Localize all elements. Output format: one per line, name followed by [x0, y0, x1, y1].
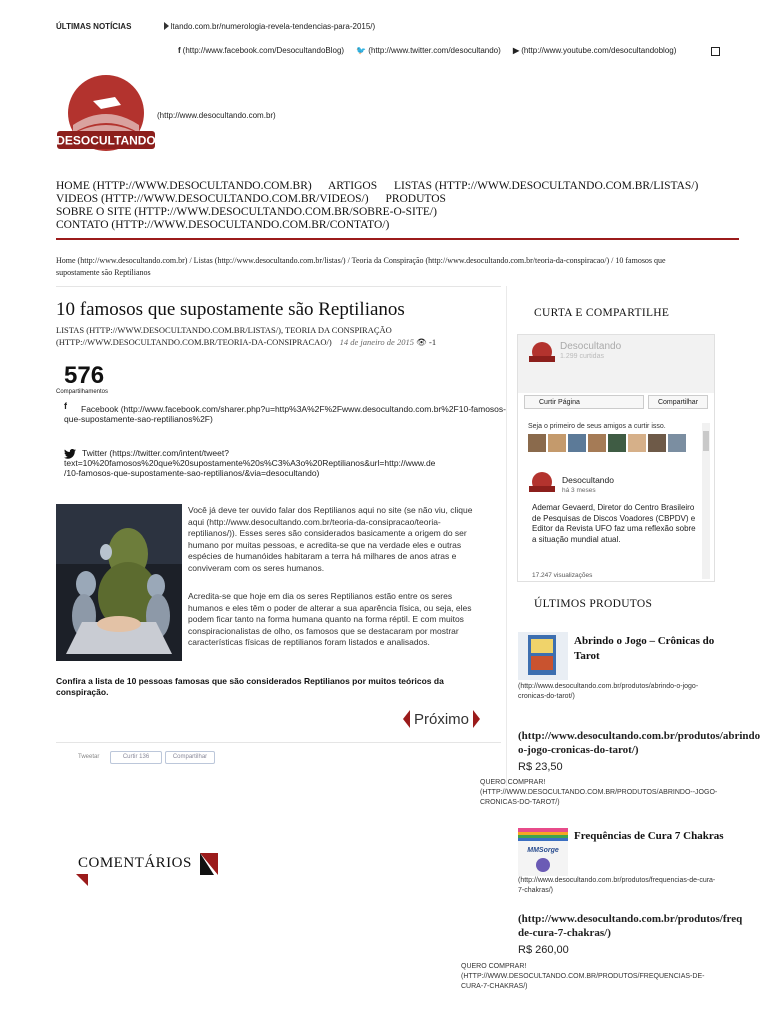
product-url-bold[interactable]: (http://www.desocultando.com.br/produtos/freq de-cura-7-chakras/) — [518, 913, 743, 939]
fb-share-page-button[interactable]: Compartilhar — [648, 395, 708, 409]
product-title[interactable]: Frequências de Cura 7 Chakras — [574, 830, 724, 842]
content-divider — [56, 742, 501, 743]
nav-row — [56, 180, 712, 193]
ghost-line-divider — [56, 167, 456, 171]
nav-row — [56, 219, 712, 232]
views-icon: 👁 — [416, 337, 427, 347]
tweet-button[interactable]: Tweetar — [78, 754, 100, 760]
search-toggle-icon[interactable] — [711, 47, 720, 56]
fb-post-views: 17.247 visualizações — [532, 572, 593, 579]
comments-corner-icon — [76, 873, 88, 885]
nav-item-produtos[interactable]: PRODUTOS — [385, 193, 446, 205]
article-categories[interactable]: LISTAS (HTTP://WWW.DESOCULTANDO.COM.BR/LISTAS/), TEORIA DA CONSPIRAÇÃO (HTTP://WWW.DESOCULTANDO.COM.BR/TEORIA-DA-CONSIPRACAO/) — [56, 325, 392, 347]
sidebar-title-curta: CURTA E COMPARTILHE — [534, 307, 670, 319]
main-nav — [56, 180, 712, 232]
facebook-link[interactable]: f (http://www.facebook.com/DesocultandoBlog) — [178, 46, 345, 55]
twitter-link[interactable]: 🐦 (http://www.twitter.com/desocultando) — [356, 46, 501, 55]
fb-like-button[interactable]: Curtir 136 — [110, 751, 162, 764]
views-count: -1 — [429, 337, 437, 347]
facebook-page-widget — [517, 334, 715, 582]
ticker-arrow-icon[interactable] — [164, 22, 169, 30]
fb-page-name[interactable]: Desocultando — [560, 341, 622, 352]
article-date: 14 de janeiro de 2015 — [339, 337, 414, 347]
chevron-left-icon — [403, 710, 410, 728]
latest-news-ticker[interactable]: ltando.com.br/numerologia-revela-tendencias-para-2015/) — [170, 22, 376, 31]
fb-friends-text: Seja o primeiro de seus amigos a curtir isso. — [528, 423, 666, 430]
product-url[interactable]: (http://www.desocultando.com.br/produtos/frequencias-de-cura-7-chakras/) — [518, 877, 716, 894]
product-url[interactable]: (http://www.desocultando.com.br/produtos/abrindo-o-jogo-cronicas-do-tarot/) — [518, 683, 699, 700]
comments-title: COMENTÁRIOS — [78, 855, 192, 871]
twitter-icon: 🐦 — [356, 46, 367, 55]
buy-link[interactable]: QUERO COMPRAR! (HTTP://WWW.DESOCULTANDO.COM.BR/PRODUTOS/ABRINDO--JOGO-CRONICAS-DO-TAROT/) — [480, 779, 718, 806]
chevron-right-icon — [473, 710, 480, 728]
latest-news-title: ÚLTIMAS NOTÍCIAS — [56, 22, 132, 31]
fb-friend-faces[interactable] — [528, 434, 698, 454]
logo-link[interactable]: (http://www.desocultando.com.br) — [157, 111, 276, 120]
fb-post-text: Ademar Gevaerd, Diretor do Centro Brasileiro de Pesquisas de Discos Voadores (CBPDV) e Editor da Revista UFO faz uma reflexão sobre a situação mundial atual. — [532, 503, 696, 544]
fb-widget-scrollbar[interactable] — [702, 423, 710, 579]
buy-link[interactable]: QUERO COMPRAR! (HTTP://WWW.DESOCULTANDO.COM.BR/PRODUTOS/FREQUENCIAS-DE-CURA-7-CHAKRAS/) — [461, 963, 705, 990]
latest-news-bar — [56, 22, 375, 31]
comments-deco-icon — [200, 853, 218, 875]
product-price: R$ 23,50 — [518, 761, 563, 773]
product-image[interactable] — [518, 828, 568, 876]
facebook-share-icon: f — [64, 401, 67, 411]
share-count: 576 — [64, 362, 105, 389]
article-paragraph: Acredita-se que hoje em dia os seres Reptilianos estão entre os seres humanos e eles têm o poder de alterar a sua aparência física, ou seja, eles podem ficar tanto na forma humana quanto na forma réptil. E com muitos conspiracionalistas de olho, os famosos que se destacaram por mostrar características físicas de reptilianos foram listados e analisados. — [188, 591, 472, 648]
nav-item-artigos[interactable]: ARTIGOS — [327, 180, 378, 192]
article-paragraph-bold: Confira a lista de 10 pessoas famosas que são considerados Reptilianos por muitos teóricos da conspiração. — [56, 676, 444, 697]
nav-item-videos[interactable]: VIDEOS (HTTP://WWW.DESOCULTANDO.COM.BR/VIDEOS/) — [56, 193, 369, 205]
nav-item-contato[interactable]: CONTATO (HTTP://WWW.DESOCULTANDO.COM.BR/CONTATO/) — [56, 219, 390, 231]
nav-item-sobre[interactable]: SOBRE O SITE (HTTP://WWW.DESOCULTANDO.COM.BR/SOBRE-O-SITE/) — [56, 206, 437, 218]
fb-post-time: há 3 meses — [562, 487, 596, 494]
fb-post-avatar[interactable] — [528, 471, 556, 495]
next-page-button[interactable]: Próximo — [403, 710, 480, 728]
nav-item-listas[interactable]: LISTAS (HTTP://WWW.DESOCULTANDO.COM.BR/LISTAS/) — [393, 180, 699, 192]
share-count-label: Compartilhamentos — [56, 389, 109, 395]
site-logo[interactable] — [57, 73, 155, 159]
breadcrumb[interactable]: Home (http://www.desocultando.com.br) / Listas (http://www.desocultando.com.br/listas/) / Teoria da Conspiração (http://www.desocultando.com.br/teoria-da-conspiracao/) / 10 famosos que supostamente são Reptilianos — [56, 256, 666, 277]
content-divider — [56, 286, 501, 287]
fb-share-button[interactable]: Compartilhar — [165, 751, 215, 764]
nav-row — [56, 193, 712, 206]
article-image — [56, 504, 182, 661]
product-image[interactable] — [518, 632, 568, 680]
sidebar-divider — [506, 286, 507, 786]
fb-like-page-button[interactable]: Curtir Página — [524, 395, 644, 409]
youtube-link[interactable]: ▶ (http://www.youtube.com/desocultandoblog) — [513, 46, 677, 55]
sidebar-title-produtos: ÚLTIMOS PRODUTOS — [534, 598, 653, 610]
header-divider — [56, 238, 739, 240]
page-title: 10 famosos que supostamente são Reptilianos — [56, 299, 405, 320]
nav-row — [56, 206, 712, 219]
product-title[interactable]: Abrindo o Jogo – Crônicas do Tarot — [574, 635, 715, 662]
logo-text: DESOCULTANDO — [57, 133, 155, 148]
fb-page-avatar[interactable] — [528, 341, 556, 365]
facebook-icon: f — [178, 46, 181, 55]
youtube-icon: ▶ — [513, 46, 520, 55]
product-cover-label: MMSorge — [527, 847, 559, 854]
nav-item-home[interactable]: HOME (HTTP://WWW.DESOCULTANDO.COM.BR) — [56, 180, 312, 192]
product-url-bold[interactable]: (http://www.desocultando.com.br/produtos/abrindo o-jogo-cronicas-do-tarot/) — [518, 730, 761, 756]
product-price: R$ 260,00 — [518, 944, 569, 956]
article-meta — [56, 324, 506, 348]
fb-post-author[interactable]: Desocultando — [562, 475, 614, 485]
social-links — [178, 46, 686, 55]
twitter-share-link[interactable]: Twitter (https://twitter.com/intent/tweet? text=10%20famosos%20que%20supostamente%20s%C3%A3o%20Reptilianos&url=http://www.de /10-famosos-que-supostamente-sao-reptilianos/&via=desocultando) — [64, 448, 436, 478]
fb-page-likes: 1.299 curtidas — [560, 353, 604, 360]
article-paragraph: Você já deve ter ouvido falar dos Reptilianos aqui no site (se não viu, clique aqui (http://www.desocultando.com.br/teoria-da-consipracao/teoria-reptilianos/)). Esses seres são considerados basicamente a origem do ser humano por muitas pessoas, e acredita-se que na verdade eles e outras espécies de humanóides habitaram a terra há milhares de anos atras e conviveram com os seres humanos. — [188, 505, 473, 573]
facebook-share-link[interactable]: Facebook (http://www.facebook.com/sharer.php?u=http%3A%2F%2Fwww.desocultando.com.br%2F10-famosos-que-supostamente-sao-reptilianos%2F) — [64, 404, 506, 424]
